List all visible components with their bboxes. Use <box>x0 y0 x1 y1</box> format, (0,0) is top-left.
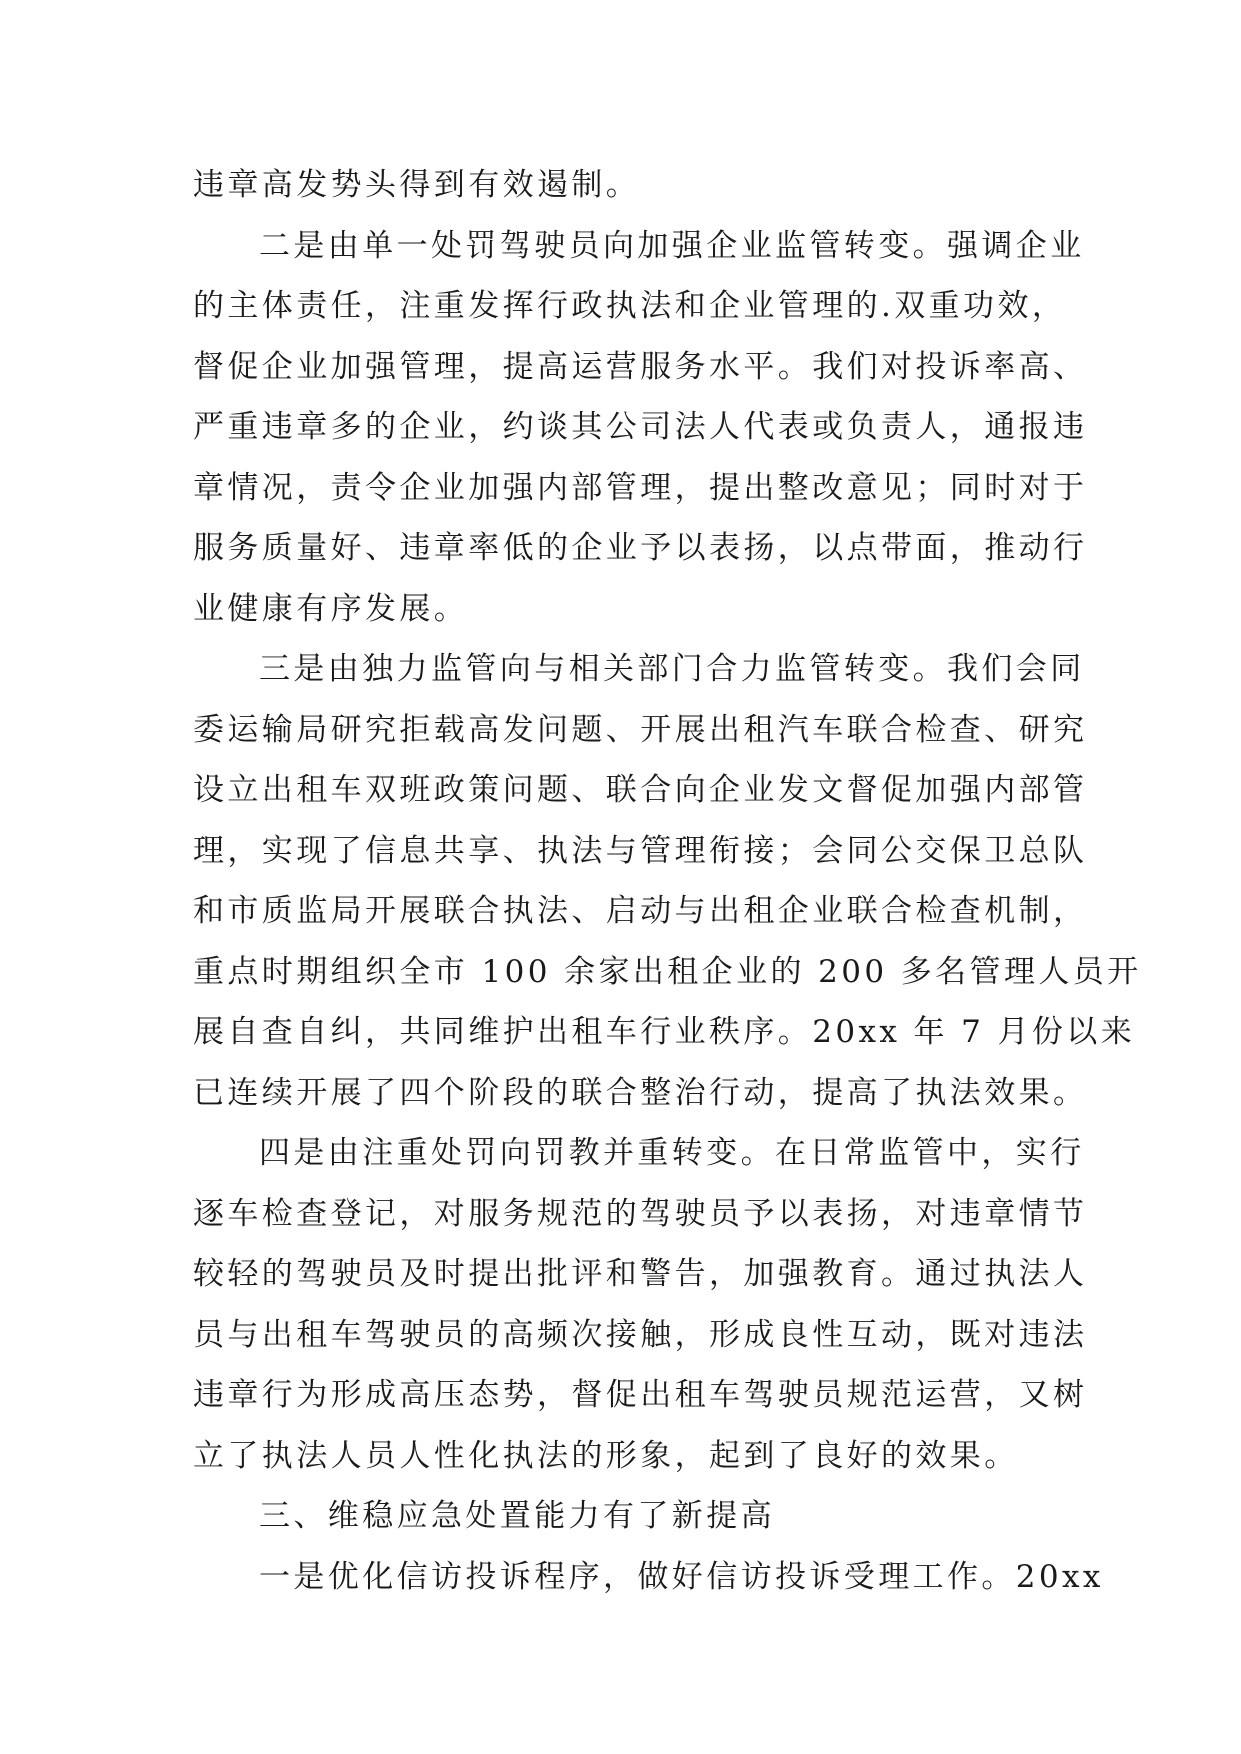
text-line-14: 重点时期组织全市 100 余家出租企业的 200 多名管理人员开 <box>193 953 1142 990</box>
text-line-10: 委运输局研究拒载高发问题、开展出租汽车联合检查、研究 <box>193 711 1088 748</box>
body-text <box>193 155 1142 1607</box>
text-line-21: 违章行为形成高压态势，督促出租车驾驶员规范运营，又树 <box>193 1377 1088 1413</box>
text-line-8: 业健康有序发展。 <box>193 590 469 627</box>
text-line-11: 设立出租车双班政策问题、联合向企业发文督促加强内部管 <box>193 772 1088 808</box>
text-line-18: 逐车检查登记，对服务规范的驾驶员予以表扬，对违章情节 <box>193 1195 1088 1232</box>
section-heading: 三、维稳应急处置能力有了新提高 <box>259 1498 775 1534</box>
text-line-1: 违章高发势头得到有效遏制。 <box>193 167 641 203</box>
text-line-12: 理，实现了信息共享、执法与管理衔接；会同公交保卫总队 <box>193 832 1088 869</box>
text-line-9: 三是由独力监管向与相关部门合力监管转变。我们会同 <box>259 651 1085 687</box>
text-line-13: 和市质监局开展联合执法、启动与出租企业联合检查机制， <box>193 893 1088 929</box>
text-line-20: 员与出租车驾驶员的高频次接触，形成良性互动，既对违法 <box>193 1316 1088 1353</box>
text-line-2: 二是由单一处罚驾驶员向加强企业监管转变。强调企业 <box>259 227 1085 264</box>
text-line-3: 的主体责任，注重发挥行政执法和企业管理的.双重功效， <box>193 288 1067 324</box>
text-line-22: 立了执法人员人性化执法的形象，起到了良好的效果。 <box>193 1437 1019 1474</box>
text-line-24: 一是优化信访投诉程序，做好信访投诉受理工作。20xx <box>259 1558 1104 1595</box>
text-line-19: 较轻的驾驶员及时提出批评和警告，加强教育。通过执法人 <box>193 1256 1088 1292</box>
text-line-17: 四是由注重处罚向罚教并重转变。在日常监管中，实行 <box>259 1135 1085 1171</box>
text-line-7: 服务质量好、违章率低的企业予以表扬，以点带面，推动行 <box>193 530 1088 566</box>
text-line-6: 章情况，责令企业加强内部管理，提出整改意见；同时对于 <box>193 469 1088 506</box>
text-line-5: 严重违章多的企业，约谈其公司法人代表或负责人，通报违 <box>193 409 1088 445</box>
text-line-16: 已连续开展了四个阶段的联合整治行动，提高了执法效果。 <box>193 1074 1088 1111</box>
text-line-4: 督促企业加强管理，提高运营服务水平。我们对投诉率高、 <box>193 348 1088 385</box>
text-line-15: 展自查自纠，共同维护出租车行业秩序。20xx 年 7 月份以来 <box>193 1014 1136 1050</box>
